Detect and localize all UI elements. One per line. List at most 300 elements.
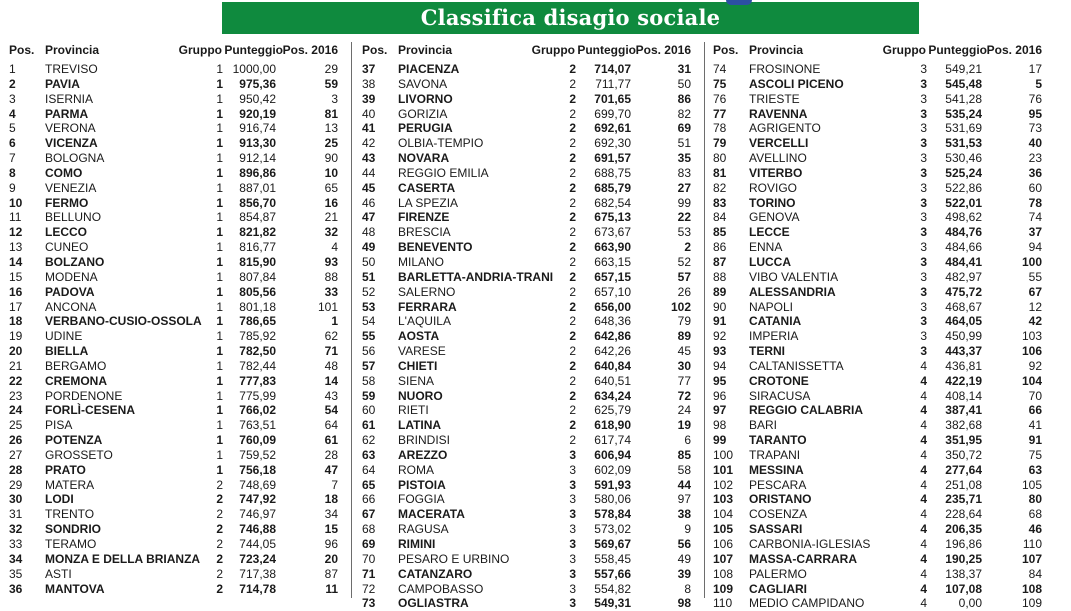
rank-cell: 66 <box>362 492 376 507</box>
table-row <box>9 567 340 582</box>
table-row <box>9 151 340 166</box>
pos-2016-cell: 6 <box>684 433 691 448</box>
logo-mark <box>726 0 752 5</box>
provincia-cell: AREZZO <box>398 447 448 462</box>
rank-cell: 70 <box>362 551 376 566</box>
provincia-cell: ISERNIA <box>45 91 94 106</box>
rank-cell: 14 <box>9 254 23 269</box>
pos-2016-cell: 76 <box>1028 91 1042 106</box>
table-row <box>362 210 693 225</box>
rank-cell: 22 <box>9 373 23 388</box>
pos-2016-cell: 74 <box>1028 210 1042 225</box>
rank-cell: 93 <box>713 344 727 359</box>
gruppo-cell: 4 <box>920 551 927 566</box>
rank-cell: 69 <box>362 537 376 551</box>
punteggio-cell: 648,36 <box>594 314 631 329</box>
table-row <box>9 225 340 240</box>
rank-cell: 74 <box>713 62 727 76</box>
gruppo-cell: 2 <box>569 76 576 91</box>
punteggio-cell: 545,48 <box>945 76 982 91</box>
rank-cell: 82 <box>713 180 727 195</box>
table-row <box>362 166 693 181</box>
pos-2016-cell: 27 <box>677 180 691 195</box>
punteggio-cell: 206,35 <box>945 522 982 537</box>
provincia-cell: UDINE <box>45 329 83 344</box>
pos-2016-cell: 30 <box>677 358 691 373</box>
punteggio-cell: 138,37 <box>945 566 982 581</box>
provincia-cell: CUNEO <box>45 240 89 255</box>
provincia-cell: AGRIGENTO <box>749 121 821 136</box>
gruppo-cell: 3 <box>920 195 927 210</box>
pos-2016-cell: 11 <box>325 581 338 596</box>
gruppo-cell: 4 <box>920 373 927 388</box>
rank-cell: 65 <box>362 477 376 492</box>
table-row <box>713 136 1044 151</box>
pos-2016-cell: 1 <box>331 314 338 329</box>
punteggio-cell: 856,70 <box>239 195 276 210</box>
rank-cell: 105 <box>713 522 734 537</box>
gruppo-cell: 4 <box>920 581 927 596</box>
provincia-cell: VERONA <box>45 121 96 136</box>
gruppo-cell: 4 <box>920 596 927 611</box>
punteggio-cell: 591,93 <box>594 477 631 492</box>
ranking-rows <box>9 62 340 596</box>
header-provincia: Provincia <box>749 43 804 57</box>
provincia-cell: SALERNO <box>398 284 456 299</box>
gruppo-cell: 2 <box>569 240 576 255</box>
table-row <box>9 92 340 107</box>
rank-cell: 19 <box>9 329 23 344</box>
gruppo-cell: 4 <box>920 418 927 433</box>
punteggio-cell: 746,97 <box>239 507 276 522</box>
pos-2016-cell: 106 <box>1021 344 1042 359</box>
provincia-cell: TERNI <box>749 344 785 359</box>
punteggio-cell: 387,41 <box>945 403 982 418</box>
pos-2016-cell: 93 <box>324 254 338 269</box>
provincia-cell: ROVIGO <box>749 180 798 195</box>
table-row <box>362 314 693 329</box>
pos-2016-cell: 16 <box>324 195 338 210</box>
provincia-cell: CARBONIA-IGLESIAS <box>749 537 871 551</box>
punteggio-cell: 617,74 <box>594 433 631 448</box>
punteggio-cell: 786,65 <box>239 314 276 329</box>
rank-cell: 51 <box>362 269 376 284</box>
punteggio-cell: 443,37 <box>945 344 982 359</box>
punteggio-cell: 350,72 <box>945 447 982 462</box>
gruppo-cell: 4 <box>920 522 927 537</box>
provincia-cell: ENNA <box>749 240 783 255</box>
header-punteggio: Punteggio <box>224 43 283 57</box>
punteggio-cell: 578,84 <box>594 507 631 522</box>
punteggio-cell: 196,86 <box>945 537 982 551</box>
provincia-cell: FERRARA <box>398 299 457 314</box>
pos-2016-cell: 18 <box>324 492 338 507</box>
pos-2016-cell: 69 <box>677 121 691 136</box>
pos-2016-cell: 71 <box>324 344 338 359</box>
punteggio-cell: 801,18 <box>239 299 276 314</box>
provincia-cell: ANCONA <box>45 299 97 314</box>
pos-2016-cell: 49 <box>677 551 691 566</box>
provincia-cell: RIETI <box>398 403 429 418</box>
pos-2016-cell: 43 <box>324 388 338 403</box>
gruppo-cell: 2 <box>216 537 223 551</box>
punteggio-cell: 618,90 <box>594 418 631 433</box>
provincia-cell: VERBANO-CUSIO-OSSOLA <box>45 314 202 329</box>
punteggio-cell: 682,54 <box>594 195 631 210</box>
gruppo-cell: 4 <box>920 358 927 373</box>
table-row <box>362 77 693 92</box>
pos-2016-cell: 78 <box>1028 195 1042 210</box>
punteggio-cell: 657,15 <box>594 269 631 284</box>
pos-2016-cell: 104 <box>1021 373 1042 388</box>
provincia-cell: CREMONA <box>45 373 107 388</box>
provincia-cell: TORINO <box>749 195 796 210</box>
pos-2016-cell: 47 <box>324 462 338 477</box>
rank-cell: 78 <box>713 121 727 136</box>
table-row <box>713 418 1044 433</box>
gruppo-cell: 2 <box>569 91 576 106</box>
table-row <box>9 344 340 359</box>
punteggio-cell: 711,77 <box>595 76 631 91</box>
provincia-cell: SASSARI <box>749 522 803 537</box>
table-row <box>362 463 693 478</box>
gruppo-cell: 2 <box>216 551 223 566</box>
table-row <box>713 478 1044 493</box>
provincia-cell: SAVONA <box>398 76 448 91</box>
pos-2016-cell: 90 <box>324 151 338 166</box>
pos-2016-cell: 53 <box>677 225 691 240</box>
table-row <box>713 151 1044 166</box>
pos-2016-cell: 96 <box>324 537 338 551</box>
table-row <box>362 478 693 493</box>
gruppo-cell: 3 <box>569 477 576 492</box>
gruppo-cell: 2 <box>569 344 576 359</box>
pos-2016-cell: 2 <box>684 240 691 255</box>
gruppo-cell: 1 <box>216 91 223 106</box>
pos-2016-cell: 39 <box>677 566 691 581</box>
punteggio-cell: 190,25 <box>945 551 982 566</box>
punteggio-cell: 468,67 <box>945 299 982 314</box>
rank-cell: 44 <box>362 165 376 180</box>
gruppo-cell: 2 <box>569 314 576 329</box>
rank-cell: 37 <box>362 62 376 76</box>
provincia-cell: FIRENZE <box>398 210 450 225</box>
punteggio-cell: 714,78 <box>239 581 276 596</box>
provincia-cell: CAMPOBASSO <box>398 581 484 596</box>
gruppo-cell: 1 <box>216 62 223 76</box>
pos-2016-cell: 41 <box>1028 418 1042 433</box>
rank-cell: 98 <box>713 418 727 433</box>
table-row <box>9 240 340 255</box>
gruppo-cell: 1 <box>216 418 223 433</box>
rank-cell: 30 <box>9 492 23 507</box>
pos-2016-cell: 13 <box>324 121 338 136</box>
table-row <box>713 314 1044 329</box>
table-row <box>713 255 1044 270</box>
punteggio-cell: 777,83 <box>239 373 276 388</box>
punteggio-cell: 816,77 <box>239 240 276 255</box>
provincia-cell: MESSINA <box>749 462 804 477</box>
pos-2016-cell: 28 <box>324 447 338 462</box>
punteggio-cell: 625,79 <box>594 403 631 418</box>
gruppo-cell: 3 <box>920 314 927 329</box>
table-row <box>713 240 1044 255</box>
punteggio-cell: 606,94 <box>594 447 631 462</box>
gruppo-cell: 1 <box>216 106 223 121</box>
table-row <box>9 314 340 329</box>
punteggio-cell: 723,24 <box>239 551 276 566</box>
punteggio-cell: 531,53 <box>945 136 982 151</box>
table-row <box>362 552 693 567</box>
header-pos-2016: Pos. 2016 <box>635 43 691 57</box>
pos-2016-cell: 100 <box>1021 254 1042 269</box>
table-row <box>713 359 1044 374</box>
rank-cell: 50 <box>362 254 376 269</box>
pos-2016-cell: 58 <box>677 462 691 477</box>
table-row <box>9 210 340 225</box>
pos-2016-cell: 88 <box>324 269 338 284</box>
punteggio-cell: 642,26 <box>594 344 631 359</box>
provincia-cell: AOSTA <box>398 329 440 344</box>
pos-2016-cell: 81 <box>324 106 338 121</box>
punteggio-cell: 558,45 <box>594 551 631 566</box>
table-row <box>362 537 693 552</box>
provincia-cell: GORIZIA <box>398 106 448 121</box>
pos-2016-cell: 64 <box>324 418 338 433</box>
punteggio-cell: 782,44 <box>239 358 276 373</box>
punteggio-cell: 657,10 <box>594 284 631 299</box>
punteggio-cell: 640,84 <box>594 358 631 373</box>
pos-2016-cell: 70 <box>1028 388 1042 403</box>
gruppo-cell: 2 <box>569 358 576 373</box>
table-row <box>362 107 693 122</box>
rank-cell: 73 <box>362 596 376 611</box>
table-row <box>362 507 693 522</box>
punteggio-cell: 775,99 <box>239 388 276 403</box>
page-title: Classifica disagio sociale <box>420 5 721 30</box>
rank-cell: 8 <box>9 165 16 180</box>
rank-cell: 97 <box>713 403 727 418</box>
gruppo-cell: 3 <box>569 537 576 551</box>
table-row <box>9 136 340 151</box>
pos-2016-cell: 67 <box>1028 284 1042 299</box>
table-row <box>713 270 1044 285</box>
provincia-cell: VENEZIA <box>45 180 97 195</box>
punteggio-cell: 535,24 <box>945 106 982 121</box>
pos-2016-cell: 31 <box>677 62 691 76</box>
provincia-cell: NOVARA <box>398 151 450 166</box>
gruppo-cell: 2 <box>569 121 576 136</box>
pos-2016-cell: 103 <box>1021 329 1042 344</box>
gruppo-cell: 3 <box>569 462 576 477</box>
punteggio-cell: 351,95 <box>945 433 982 448</box>
gruppo-cell: 3 <box>569 551 576 566</box>
rank-cell: 60 <box>362 403 376 418</box>
gruppo-cell: 3 <box>920 254 927 269</box>
provincia-cell: MACERATA <box>398 507 465 522</box>
punteggio-cell: 747,92 <box>239 492 276 507</box>
provincia-cell: REGGIO CALABRIA <box>749 403 863 418</box>
table-row <box>9 359 340 374</box>
punteggio-cell: 782,50 <box>239 344 276 359</box>
pos-2016-cell: 68 <box>1028 507 1042 522</box>
provincia-cell: COSENZA <box>749 507 808 522</box>
pos-2016-cell: 12 <box>1028 299 1042 314</box>
table-row <box>9 389 340 404</box>
gruppo-cell: 1 <box>216 314 223 329</box>
gruppo-cell: 2 <box>569 165 576 180</box>
table-row <box>9 62 340 77</box>
header-punteggio: Punteggio <box>928 43 987 57</box>
pos-2016-cell: 73 <box>1028 121 1042 136</box>
provincia-cell: CALTANISSETTA <box>749 358 844 373</box>
gruppo-cell: 3 <box>920 106 927 121</box>
rank-cell: 40 <box>362 106 376 121</box>
provincia-cell: BOLOGNA <box>45 151 105 166</box>
punteggio-cell: 580,06 <box>594 492 631 507</box>
provincia-cell: COMO <box>45 165 83 180</box>
rank-cell: 13 <box>9 240 23 255</box>
pos-2016-cell: 77 <box>677 373 691 388</box>
gruppo-cell: 3 <box>920 91 927 106</box>
rank-cell: 109 <box>713 581 734 596</box>
rank-cell: 81 <box>713 165 727 180</box>
gruppo-cell: 2 <box>569 106 576 121</box>
gruppo-cell: 2 <box>216 507 223 522</box>
gruppo-cell: 3 <box>920 210 927 225</box>
table-row <box>713 552 1044 567</box>
provincia-cell: ORISTANO <box>749 492 812 507</box>
table-row <box>9 166 340 181</box>
rank-cell: 43 <box>362 151 376 166</box>
rank-cell: 86 <box>713 240 727 255</box>
table-row <box>713 492 1044 507</box>
header-gruppo: Gruppo <box>178 43 222 57</box>
gruppo-cell: 3 <box>920 240 927 255</box>
table-row <box>713 507 1044 522</box>
punteggio-cell: 699,70 <box>594 106 631 121</box>
punteggio-cell: 675,13 <box>594 210 631 225</box>
table-row <box>713 567 1044 582</box>
table-row <box>362 240 693 255</box>
gruppo-cell: 2 <box>216 581 223 596</box>
pos-2016-cell: 20 <box>324 551 338 566</box>
gruppo-cell: 4 <box>920 537 927 551</box>
provincia-cell: MEDIO CAMPIDANO <box>749 596 865 611</box>
header-pos-2016: Pos. 2016 <box>282 43 338 57</box>
gruppo-cell: 1 <box>216 403 223 418</box>
rank-cell: 110 <box>713 596 733 611</box>
rank-cell: 1 <box>9 62 16 76</box>
pos-2016-cell: 37 <box>1028 225 1042 240</box>
punteggio-cell: 854,87 <box>239 210 276 225</box>
table-row <box>362 596 693 611</box>
rank-cell: 41 <box>362 121 376 136</box>
punteggio-cell: 569,67 <box>594 537 631 551</box>
provincia-cell: PARMA <box>45 106 89 121</box>
rank-cell: 100 <box>713 447 734 462</box>
gruppo-cell: 3 <box>920 76 927 91</box>
punteggio-cell: 1000,00 <box>232 62 276 76</box>
rank-cell: 16 <box>9 284 23 299</box>
table-row <box>362 300 693 315</box>
rank-cell: 102 <box>713 477 734 492</box>
provincia-cell: PESARO E URBINO <box>398 551 510 566</box>
pos-2016-cell: 15 <box>324 522 338 537</box>
table-row <box>9 582 340 597</box>
punteggio-cell: 642,86 <box>594 329 631 344</box>
gruppo-cell: 2 <box>216 492 223 507</box>
punteggio-cell: 634,24 <box>594 388 631 403</box>
punteggio-cell: 887,01 <box>239 180 276 195</box>
provincia-cell: FERMO <box>45 195 89 210</box>
gruppo-cell: 2 <box>216 522 223 537</box>
table-row <box>9 77 340 92</box>
punteggio-cell: 950,42 <box>239 91 276 106</box>
table-row <box>713 582 1044 597</box>
punteggio-cell: 785,92 <box>239 329 276 344</box>
header-pos: Pos. <box>713 43 739 57</box>
punteggio-cell: 498,62 <box>945 210 982 225</box>
rank-cell: 101 <box>713 462 734 477</box>
pos-2016-cell: 48 <box>324 358 338 373</box>
table-row <box>713 522 1044 537</box>
table-row <box>362 344 693 359</box>
pos-2016-cell: 4 <box>331 240 338 255</box>
rank-cell: 26 <box>9 433 23 448</box>
pos-2016-cell: 24 <box>677 403 691 418</box>
provincia-cell: PERUGIA <box>398 121 453 136</box>
table-row <box>9 300 340 315</box>
punteggio-cell: 701,65 <box>594 91 631 106</box>
rank-cell: 6 <box>9 136 16 151</box>
provincia-cell: RAVENNA <box>749 106 808 121</box>
provincia-cell: PRATO <box>45 462 86 477</box>
provincia-cell: CATANZARO <box>398 566 473 581</box>
provincia-cell: LODI <box>45 492 74 507</box>
gruppo-cell: 2 <box>216 566 223 581</box>
pos-2016-cell: 25 <box>324 136 338 151</box>
gruppo-cell: 1 <box>216 433 223 448</box>
rank-cell: 94 <box>713 358 727 373</box>
rank-cell: 36 <box>9 581 23 596</box>
rank-cell: 2 <box>9 76 16 91</box>
pos-2016-cell: 34 <box>324 507 338 522</box>
rank-cell: 80 <box>713 151 727 166</box>
provincia-cell: ASTI <box>45 566 72 581</box>
provincia-cell: TRENTO <box>45 507 95 522</box>
table-row <box>362 329 693 344</box>
punteggio-cell: 436,81 <box>945 358 982 373</box>
gruppo-cell: 2 <box>569 269 576 284</box>
title-banner <box>222 2 919 34</box>
punteggio-cell: 382,68 <box>945 418 982 433</box>
punteggio-cell: 805,56 <box>239 284 276 299</box>
rank-cell: 87 <box>713 254 727 269</box>
gruppo-cell: 3 <box>920 62 927 76</box>
gruppo-cell: 1 <box>216 165 223 180</box>
rank-cell: 48 <box>362 225 376 240</box>
gruppo-cell: 3 <box>920 344 927 359</box>
provincia-cell: PIACENZA <box>398 62 460 76</box>
gruppo-cell: 1 <box>216 269 223 284</box>
rank-cell: 31 <box>9 507 23 522</box>
punteggio-cell: 975,36 <box>239 76 276 91</box>
rank-cell: 71 <box>362 566 376 581</box>
rank-cell: 42 <box>362 136 376 151</box>
gruppo-cell: 3 <box>920 329 927 344</box>
provincia-cell: FORLÌ-CESENA <box>45 403 135 418</box>
